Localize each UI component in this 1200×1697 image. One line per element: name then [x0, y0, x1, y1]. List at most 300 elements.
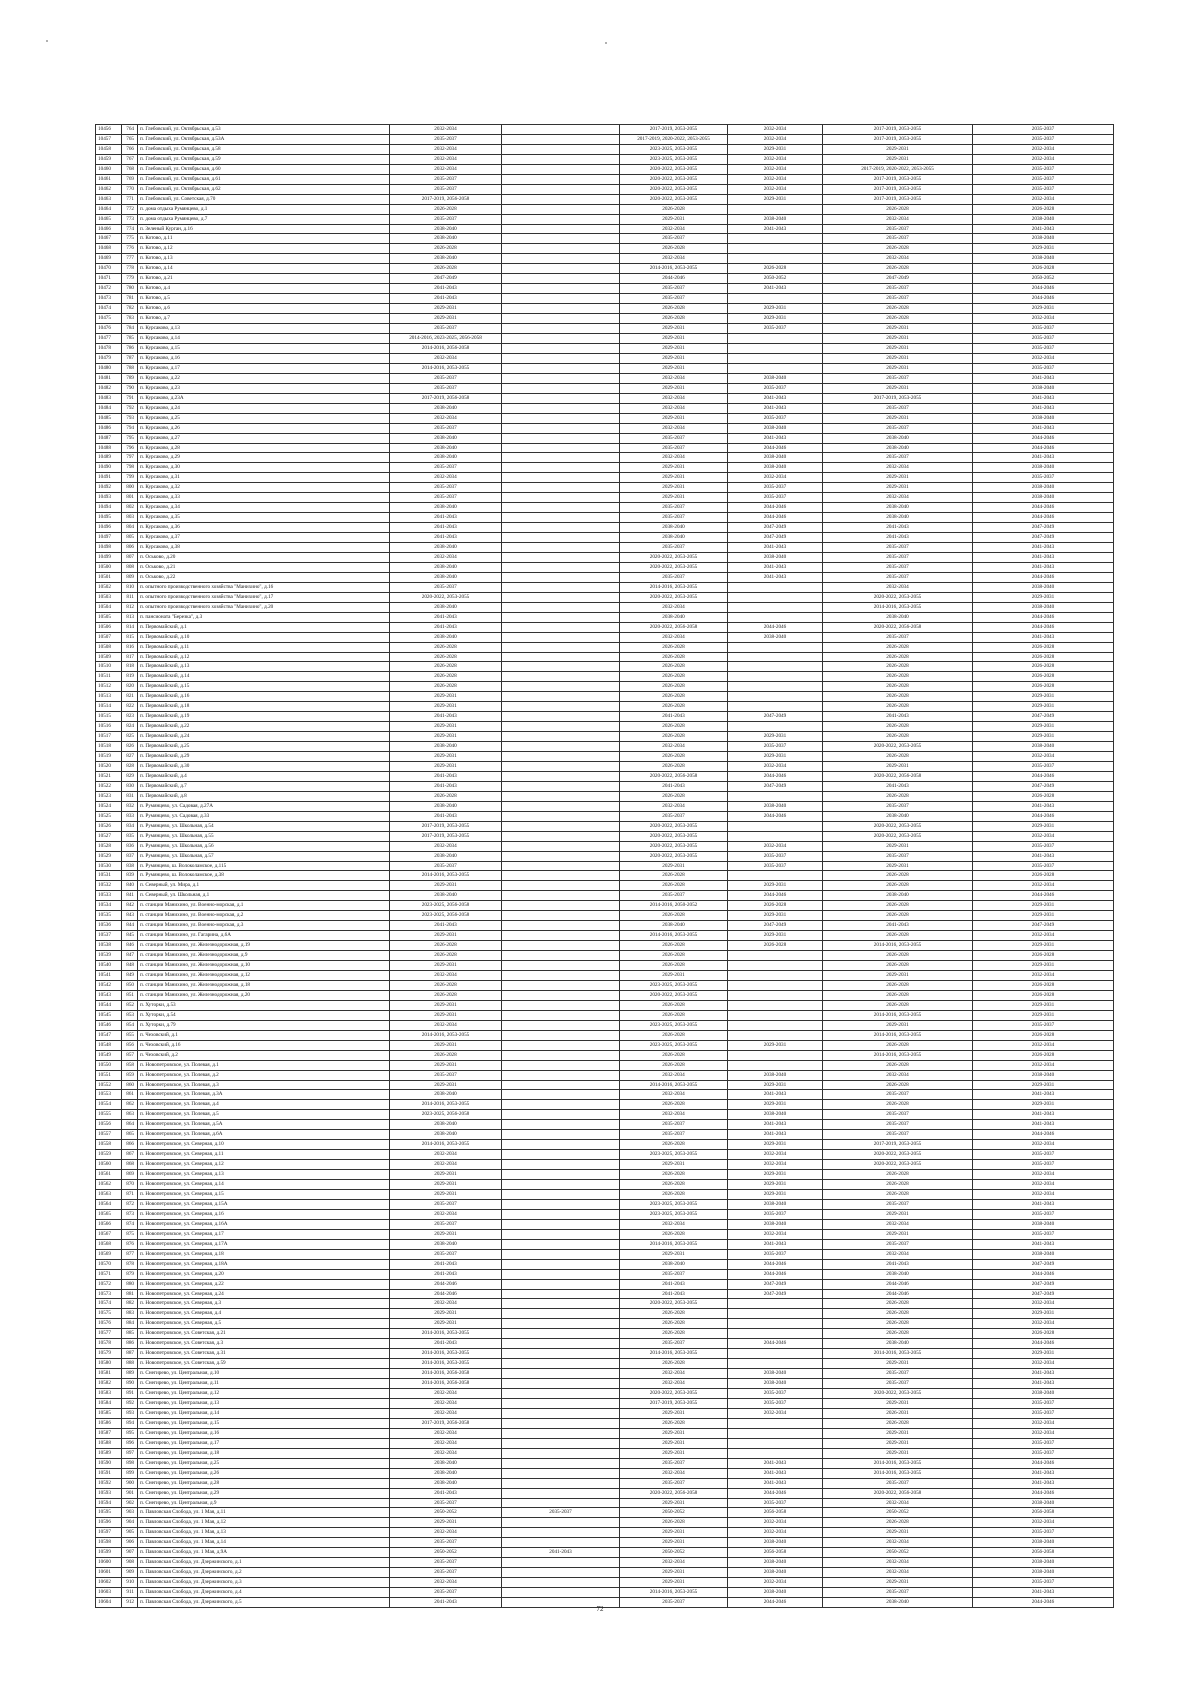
period-col-1-cell: 2029-2031: [390, 1189, 502, 1199]
period-col-5-cell: 2017-2019, 2053-2055: [823, 125, 973, 135]
row-id-cell: 10482: [96, 383, 122, 393]
period-col-6-cell: 2026-2028: [973, 652, 1114, 662]
table-row: [96, 1249, 1114, 1259]
row-id-cell: 10506: [96, 622, 122, 632]
address-cell: п. Румянцево, ул. Школьная, д.56: [138, 841, 390, 851]
period-col-1-cell: 2041-2043: [390, 771, 502, 781]
period-col-5-cell: 2038-2040: [823, 1339, 973, 1349]
period-col-3-cell: 2032-2034: [620, 1219, 728, 1229]
row-id-cell: 10533: [96, 891, 122, 901]
period-col-5-cell: 2041-2043: [823, 781, 973, 791]
period-col-2-cell: [502, 1160, 620, 1170]
period-col-2-cell: [502, 1080, 620, 1090]
period-col-3-cell: 2026-2028: [620, 961, 728, 971]
period-col-2-cell: [502, 1389, 620, 1399]
item-number-cell: 774: [122, 224, 138, 234]
period-col-6-cell: 2026-2028: [973, 1329, 1114, 1339]
address-cell: п. Первомайский, д.24: [138, 732, 390, 742]
address-cell: п. Новопетровское, ул. Полевая, д.3: [138, 1080, 390, 1090]
period-col-3-cell: 2035-2037: [620, 503, 728, 513]
item-number-cell: 787: [122, 353, 138, 363]
period-col-5-cell: 2029-2031: [823, 841, 973, 851]
period-col-2-cell: [502, 612, 620, 622]
row-id-cell: 10474: [96, 304, 122, 314]
row-id-cell: 10599: [96, 1548, 122, 1558]
period-col-1-cell: 2029-2031: [390, 1010, 502, 1020]
address-cell: п. Курсаково, д.16: [138, 353, 390, 363]
period-col-6-cell: 2041-2043: [973, 851, 1114, 861]
period-col-6-cell: 2032-2034: [973, 1060, 1114, 1070]
period-col-6-cell: 2035-2037: [973, 1448, 1114, 1458]
item-number-cell: 769: [122, 174, 138, 184]
period-col-4-cell: 2047-2049: [728, 1279, 823, 1289]
table-row: [96, 1538, 1114, 1548]
period-col-2-cell: [502, 1259, 620, 1269]
row-id-cell: 10536: [96, 921, 122, 931]
period-col-4-cell: 2047-2049: [728, 533, 823, 543]
period-col-5-cell: 2038-2040: [823, 612, 973, 622]
period-col-1-cell: 2035-2037: [390, 214, 502, 224]
period-col-6-cell: 2035-2037: [973, 1020, 1114, 1030]
period-col-6-cell: 2029-2031: [973, 1309, 1114, 1319]
address-cell: п. Северный, ул. Школьная, д.1: [138, 891, 390, 901]
period-col-5-cell: 2035-2037: [823, 1199, 973, 1209]
period-col-3-cell: 2023-2025, 2053-2055: [620, 1040, 728, 1050]
period-col-6-cell: 2029-2031: [973, 901, 1114, 911]
address-cell: п. опытного производственного хозяйства "Манихино", д.17: [138, 592, 390, 602]
address-cell: п. Курсаково, д.13: [138, 324, 390, 334]
period-col-3-cell: 2023-2025, 2053-2055: [620, 154, 728, 164]
period-col-3-cell: 2032-2034: [620, 1070, 728, 1080]
period-col-4-cell: 2032-2034: [728, 174, 823, 184]
table-row: [96, 1180, 1114, 1190]
period-col-3-cell: 2035-2037: [620, 1269, 728, 1279]
row-id-cell: 10470: [96, 264, 122, 274]
period-col-3-cell: 2032-2034: [620, 632, 728, 642]
period-col-6-cell: 2029-2031: [973, 244, 1114, 254]
period-col-4-cell: 2029-2031: [728, 304, 823, 314]
period-col-5-cell: 2026-2028: [823, 1000, 973, 1010]
row-id-cell: 10528: [96, 841, 122, 851]
period-col-2-cell: [502, 811, 620, 821]
period-col-5-cell: 2035-2037: [823, 1090, 973, 1100]
period-col-3-cell: 2032-2034: [620, 801, 728, 811]
period-col-1-cell: 2026-2028: [390, 1050, 502, 1060]
period-col-6-cell: 2032-2034: [973, 1518, 1114, 1528]
item-number-cell: 898: [122, 1458, 138, 1468]
period-col-6-cell: 2038-2040: [973, 483, 1114, 493]
period-col-3-cell: 2020-2022, 2053-2055: [620, 164, 728, 174]
period-col-5-cell: 2029-2031: [823, 762, 973, 772]
period-col-5-cell: 2029-2031: [823, 1209, 973, 1219]
period-col-5-cell: 2026-2028: [823, 951, 973, 961]
item-number-cell: 887: [122, 1349, 138, 1359]
address-cell: п. Первомайский, д.7: [138, 781, 390, 791]
address-cell: п. Оськово, д.22: [138, 572, 390, 582]
period-col-4-cell: 2041-2043: [728, 1239, 823, 1249]
period-col-5-cell: 2026-2028: [823, 990, 973, 1000]
period-col-3-cell: 2026-2028: [620, 951, 728, 961]
row-id-cell: 10520: [96, 762, 122, 772]
period-col-3-cell: 2035-2037: [620, 572, 728, 582]
address-cell: п. Северный, ул. Мира, д.1: [138, 881, 390, 891]
period-col-2-cell: [502, 334, 620, 344]
period-col-2-cell: [502, 990, 620, 1000]
address-cell: п. станции Манихино, ул. Военно-морская, д.2: [138, 911, 390, 921]
period-col-1-cell: 2035-2037: [390, 1070, 502, 1080]
item-number-cell: 864: [122, 1120, 138, 1130]
period-col-2-cell: [502, 702, 620, 712]
period-col-6-cell: 2041-2043: [973, 1369, 1114, 1379]
table-row: [96, 453, 1114, 463]
period-col-1-cell: 2026-2028: [390, 672, 502, 682]
address-cell: п. станции Манихино, ул. Гагарина, д.6А: [138, 931, 390, 941]
item-number-cell: 777: [122, 254, 138, 264]
row-id-cell: 10467: [96, 234, 122, 244]
period-col-2-cell: [502, 144, 620, 154]
period-col-1-cell: 2029-2031: [390, 1229, 502, 1239]
period-col-3-cell: 2035-2037: [620, 1120, 728, 1130]
period-col-3-cell: 2032-2034: [620, 393, 728, 403]
period-col-1-cell: 2032-2034: [390, 841, 502, 851]
period-col-6-cell: 2041-2043: [973, 224, 1114, 234]
period-col-2-cell: [502, 1488, 620, 1498]
item-number-cell: 773: [122, 214, 138, 224]
period-col-5-cell: 2038-2040: [823, 433, 973, 443]
period-col-2-cell: [502, 732, 620, 742]
item-number-cell: 876: [122, 1239, 138, 1249]
item-number-cell: 849: [122, 971, 138, 981]
item-number-cell: 867: [122, 1150, 138, 1160]
period-col-1-cell: 2041-2043: [390, 1259, 502, 1269]
row-id-cell: 10481: [96, 373, 122, 383]
item-number-cell: 791: [122, 393, 138, 403]
period-col-2-cell: [502, 1319, 620, 1329]
period-col-2-cell: [502, 1329, 620, 1339]
period-col-4-cell: 2038-2040: [728, 1110, 823, 1120]
table-row: [96, 1279, 1114, 1289]
address-cell: п. Румянцево, ш. Волоколамское, д.115: [138, 861, 390, 871]
period-col-3-cell: 2020-2022, 2053-2055: [620, 851, 728, 861]
item-number-cell: 837: [122, 851, 138, 861]
address-cell: п. Новопетровское, ул. Северная, д.13: [138, 1170, 390, 1180]
period-col-2-cell: [502, 881, 620, 891]
period-col-6-cell: 2026-2028: [973, 990, 1114, 1000]
table-row: [96, 1349, 1114, 1359]
period-col-1-cell: 2035-2037: [390, 423, 502, 433]
row-id-cell: 10532: [96, 881, 122, 891]
row-id-cell: 10601: [96, 1568, 122, 1578]
item-number-cell: 816: [122, 642, 138, 652]
item-number-cell: 825: [122, 732, 138, 742]
table-row: [96, 334, 1114, 344]
period-col-2-cell: [502, 552, 620, 562]
period-col-4-cell: 2026-2028: [728, 901, 823, 911]
period-col-2-cell: [502, 373, 620, 383]
table-row: [96, 712, 1114, 722]
period-col-5-cell: 2014-2016, 2053-2055: [823, 941, 973, 951]
period-col-1-cell: 2029-2031: [390, 1180, 502, 1190]
address-cell: п. Новопетровское, ул. Северная, д.16: [138, 1209, 390, 1219]
period-col-5-cell: 2035-2037: [823, 1110, 973, 1120]
period-col-1-cell: 2023-2025, 2056-2058: [390, 1110, 502, 1120]
table-row: [96, 662, 1114, 672]
period-col-1-cell: 2035-2037: [390, 1538, 502, 1548]
period-col-6-cell: 2035-2037: [973, 861, 1114, 871]
table-row: [96, 523, 1114, 533]
row-id-cell: 10546: [96, 1020, 122, 1030]
period-col-2-cell: [502, 672, 620, 682]
period-col-3-cell: 2026-2028: [620, 1309, 728, 1319]
item-number-cell: 799: [122, 473, 138, 483]
period-col-5-cell: 2017-2019, 2020-2022, 2053-2055: [823, 164, 973, 174]
item-number-cell: 788: [122, 363, 138, 373]
row-id-cell: 10462: [96, 184, 122, 194]
period-col-3-cell: 2029-2031: [620, 1498, 728, 1508]
period-col-5-cell: 2014-2016, 2053-2055: [823, 1010, 973, 1020]
period-col-3-cell: 2026-2028: [620, 1319, 728, 1329]
row-id-cell: 10457: [96, 134, 122, 144]
table-row: [96, 1170, 1114, 1180]
period-col-6-cell: 2035-2037: [973, 363, 1114, 373]
period-col-3-cell: 2026-2028: [620, 652, 728, 662]
item-number-cell: 881: [122, 1289, 138, 1299]
row-id-cell: 10538: [96, 941, 122, 951]
period-col-5-cell: 2026-2028: [823, 1418, 973, 1428]
period-col-4-cell: 2041-2043: [728, 403, 823, 413]
period-col-1-cell: 2020-2022, 2053-2055: [390, 592, 502, 602]
period-col-3-cell: 2035-2037: [620, 1478, 728, 1488]
period-col-4-cell: [728, 1438, 823, 1448]
table-row: [96, 1219, 1114, 1229]
period-col-1-cell: 2026-2028: [390, 652, 502, 662]
row-id-cell: 10539: [96, 951, 122, 961]
row-id-cell: 10550: [96, 1060, 122, 1070]
address-cell: п. Котово, д.12: [138, 244, 390, 254]
period-col-3-cell: 2029-2031: [620, 493, 728, 503]
row-id-cell: 10589: [96, 1448, 122, 1458]
period-col-1-cell: 2041-2043: [390, 712, 502, 722]
period-col-3-cell: 2032-2034: [620, 403, 728, 413]
table-row: [96, 742, 1114, 752]
period-col-6-cell: 2032-2034: [973, 1428, 1114, 1438]
item-number-cell: 894: [122, 1418, 138, 1428]
item-number-cell: 771: [122, 194, 138, 204]
period-col-2-cell: [502, 1558, 620, 1568]
period-col-3-cell: 2032-2034: [620, 423, 728, 433]
address-cell: п. Котово, д.4: [138, 284, 390, 294]
period-col-3-cell: 2026-2028: [620, 911, 728, 921]
period-col-6-cell: 2041-2043: [973, 393, 1114, 403]
period-col-6-cell: 2044-2046: [973, 811, 1114, 821]
row-id-cell: 10491: [96, 473, 122, 483]
period-col-5-cell: 2038-2040: [823, 503, 973, 513]
item-number-cell: 776: [122, 244, 138, 254]
row-id-cell: 10593: [96, 1488, 122, 1498]
period-col-3-cell: 2026-2028: [620, 1010, 728, 1020]
period-col-2-cell: [502, 533, 620, 543]
period-col-5-cell: 2017-2019, 2053-2055: [823, 1140, 973, 1150]
period-col-4-cell: [728, 980, 823, 990]
period-col-1-cell: 2041-2043: [390, 921, 502, 931]
period-col-4-cell: [728, 1418, 823, 1428]
period-col-1-cell: 2014-2016, 2053-2055: [390, 871, 502, 881]
period-col-4-cell: 2032-2034: [728, 125, 823, 135]
table-row: [96, 1229, 1114, 1239]
period-col-6-cell: 2047-2049: [973, 921, 1114, 931]
item-number-cell: 838: [122, 861, 138, 871]
table-row: [96, 353, 1114, 363]
period-col-1-cell: 2038-2040: [390, 403, 502, 413]
period-col-6-cell: 2044-2046: [973, 572, 1114, 582]
period-col-3-cell: 2050-2052: [620, 1548, 728, 1558]
period-col-5-cell: 2035-2037: [823, 801, 973, 811]
period-col-2-cell: [502, 1060, 620, 1070]
item-number-cell: 794: [122, 423, 138, 433]
table-row: [96, 1528, 1114, 1538]
period-col-1-cell: 2038-2040: [390, 801, 502, 811]
period-col-2-cell: [502, 1189, 620, 1199]
period-col-1-cell: 2032-2034: [390, 1389, 502, 1399]
table-row: [96, 990, 1114, 1000]
address-cell: п. Новопетровское, ул. Северная, д.20: [138, 1269, 390, 1279]
table-row: [96, 1578, 1114, 1588]
row-id-cell: 10478: [96, 343, 122, 353]
period-col-2-cell: [502, 403, 620, 413]
period-col-4-cell: 2029-2031: [728, 1170, 823, 1180]
period-col-6-cell: 2038-2040: [973, 742, 1114, 752]
row-id-cell: 10596: [96, 1518, 122, 1528]
table-row: [96, 1399, 1114, 1409]
period-col-3-cell: 2029-2031: [620, 971, 728, 981]
period-col-5-cell: 2041-2043: [823, 523, 973, 533]
period-col-4-cell: [728, 363, 823, 373]
item-number-cell: 768: [122, 164, 138, 174]
table-row: [96, 244, 1114, 254]
item-number-cell: 902: [122, 1498, 138, 1508]
period-col-5-cell: 2029-2031: [823, 1229, 973, 1239]
period-col-1-cell: 2038-2040: [390, 572, 502, 582]
row-id-cell: 10545: [96, 1010, 122, 1020]
period-col-3-cell: 2017-2019, 2020-2022, 2053-2055: [620, 134, 728, 144]
address-cell: п. Хуторки, д.79: [138, 1020, 390, 1030]
address-cell: п. Новопетровское, ул. Советская, д.21: [138, 1329, 390, 1339]
period-col-1-cell: 2038-2040: [390, 602, 502, 612]
address-cell: п. Новопетровское, ул. Северная, д.15: [138, 1189, 390, 1199]
period-col-6-cell: 2029-2031: [973, 702, 1114, 712]
period-col-3-cell: 2035-2037: [620, 433, 728, 443]
period-col-4-cell: 2038-2040: [728, 1588, 823, 1598]
table-row: [96, 214, 1114, 224]
period-col-4-cell: 2029-2031: [728, 1040, 823, 1050]
period-col-6-cell: 2044-2046: [973, 1130, 1114, 1140]
period-col-4-cell: 2056-2058: [728, 1548, 823, 1558]
period-col-4-cell: [728, 294, 823, 304]
period-col-4-cell: 2029-2031: [728, 1100, 823, 1110]
period-col-5-cell: 2032-2034: [823, 1538, 973, 1548]
period-col-2-cell: [502, 682, 620, 692]
period-col-2-cell: [502, 523, 620, 533]
period-col-4-cell: 2029-2031: [728, 732, 823, 742]
period-col-2-cell: [502, 543, 620, 553]
row-id-cell: 10565: [96, 1209, 122, 1219]
row-id-cell: 10508: [96, 642, 122, 652]
period-col-2-cell: [502, 513, 620, 523]
item-number-cell: 815: [122, 632, 138, 642]
row-id-cell: 10495: [96, 513, 122, 523]
row-id-cell: 10505: [96, 612, 122, 622]
table-row: [96, 602, 1114, 612]
period-col-1-cell: 2014-2016, 2053-2055: [390, 1329, 502, 1339]
item-number-cell: 882: [122, 1299, 138, 1309]
address-cell: п. дома отдыха Румянцево, д.1: [138, 204, 390, 214]
row-id-cell: 10484: [96, 403, 122, 413]
address-cell: п. Первомайский, д.10: [138, 632, 390, 642]
period-col-4-cell: 2044-2046: [728, 513, 823, 523]
table-row: [96, 980, 1114, 990]
item-number-cell: 800: [122, 483, 138, 493]
period-col-5-cell: 2014-2016, 2053-2055: [823, 1050, 973, 1060]
period-col-6-cell: 2029-2031: [973, 722, 1114, 732]
item-number-cell: 886: [122, 1339, 138, 1349]
period-col-4-cell: 2047-2049: [728, 921, 823, 931]
period-col-3-cell: 2029-2031: [620, 353, 728, 363]
address-cell: п. Снегирево, ул. Центральная, д.28: [138, 1478, 390, 1488]
row-id-cell: 10588: [96, 1438, 122, 1448]
row-id-cell: 10521: [96, 771, 122, 781]
item-number-cell: 857: [122, 1050, 138, 1060]
period-col-3-cell: 2029-2031: [620, 1578, 728, 1588]
period-col-5-cell: 2029-2031: [823, 1359, 973, 1369]
period-col-6-cell: 2038-2040: [973, 383, 1114, 393]
period-col-6-cell: 2035-2037: [973, 1408, 1114, 1418]
period-col-3-cell: 2026-2028: [620, 941, 728, 951]
item-number-cell: 822: [122, 702, 138, 712]
period-col-2-cell: [502, 1418, 620, 1428]
address-cell: п. Курсаково, д.36: [138, 523, 390, 533]
table-row: [96, 1518, 1114, 1528]
period-col-2-cell: [502, 224, 620, 234]
period-col-2-cell: [502, 174, 620, 184]
item-number-cell: 848: [122, 961, 138, 971]
period-col-3-cell: 2014-2016, 2050-2052: [620, 901, 728, 911]
table-row: [96, 851, 1114, 861]
period-col-1-cell: 2041-2043: [390, 533, 502, 543]
period-col-6-cell: 2044-2046: [973, 612, 1114, 622]
row-id-cell: 10456: [96, 125, 122, 135]
period-col-4-cell: [728, 642, 823, 652]
period-col-1-cell: 2035-2037: [390, 1249, 502, 1259]
period-col-6-cell: 2044-2046: [973, 294, 1114, 304]
table-row: [96, 1468, 1114, 1478]
period-col-1-cell: 2038-2040: [390, 254, 502, 264]
table-row: [96, 1090, 1114, 1100]
table-row: [96, 1259, 1114, 1269]
period-col-4-cell: 2038-2040: [728, 1199, 823, 1209]
period-col-6-cell: 2041-2043: [973, 403, 1114, 413]
period-col-1-cell: 2029-2031: [390, 961, 502, 971]
period-col-1-cell: 2029-2031: [390, 1518, 502, 1528]
row-id-cell: 10486: [96, 423, 122, 433]
period-col-4-cell: [728, 871, 823, 881]
period-col-2-cell: [502, 304, 620, 314]
period-col-2-cell: [502, 343, 620, 353]
period-col-6-cell: 2032-2034: [973, 1180, 1114, 1190]
period-col-1-cell: 2017-2019, 2053-2055: [390, 821, 502, 831]
period-col-5-cell: 2035-2037: [823, 552, 973, 562]
period-col-1-cell: 2029-2031: [390, 931, 502, 941]
period-col-6-cell: 2032-2034: [973, 931, 1114, 941]
